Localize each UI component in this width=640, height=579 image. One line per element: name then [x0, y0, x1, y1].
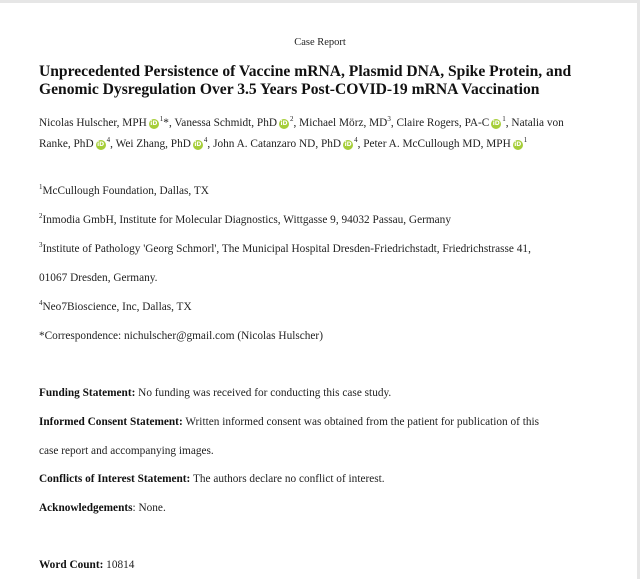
affiliation-1 [39, 184, 609, 198]
author-affiliation-ref: 1 [159, 115, 164, 123]
author-affiliation-ref: 4 [354, 136, 358, 144]
author-affiliation-ref: 3 [387, 115, 391, 123]
consent-statement [39, 415, 609, 429]
affiliation-number: 3 [39, 241, 43, 249]
article-type-label: Case Report [294, 37, 346, 48]
author-separator: , [357, 138, 361, 150]
consent-text: Written informed consent was obtained from the patient for publication of this [182, 416, 540, 428]
affiliation-2 [39, 213, 609, 227]
orcid-icon[interactable]: iD [344, 141, 352, 148]
affiliation-text: Institute of Pathology 'Georg Schmorl', The Municipal Hospital Dresden-Friedrichstadt, Friedrichstrasse 41, [42, 243, 531, 255]
orcid-icon[interactable]: iD [280, 120, 288, 127]
affiliation-text: McCullough Foundation, Dallas, TX [42, 185, 209, 197]
orcid-icon[interactable]: iD [492, 120, 500, 127]
author-name: Claire Rogers, PA-C [396, 117, 490, 129]
acknowledgements [39, 501, 609, 515]
author-name: Nicolas Hulscher, MPH [39, 117, 147, 129]
affiliation-number: 4 [39, 299, 43, 307]
word-count-value: 10814 [103, 559, 135, 571]
paper-title-line-2: Genomic Dysregulation Over 3.5 Years Post-COVID-19 mRNA Vaccination [39, 81, 540, 98]
author-name: Peter A. McCullough MD, MPH [363, 138, 511, 150]
consent-label: Informed Consent Statement: [39, 416, 183, 428]
conflicts-text: The authors declare no conflict of interest. [190, 473, 385, 485]
author-affiliation-ref: 4 [203, 136, 208, 144]
conflicts-statement [39, 472, 609, 486]
author-name: John A. Catanzaro ND, PhD [213, 138, 342, 150]
orcid-icon[interactable]: iD [194, 141, 202, 148]
conflicts-label: Conflicts of Interest Statement: [39, 473, 191, 485]
page-edge-top [0, 0, 640, 3]
consent-statement-continued: case report and accompanying images. [39, 445, 214, 457]
author-separator: , Natalia von [505, 117, 564, 129]
author-name: Ranke, PhD [39, 138, 94, 150]
affiliation-3-continued: 01067 Dresden, Germany. [39, 272, 158, 284]
author-affiliation-ref: 2 [290, 115, 294, 123]
funding-text: No funding was received for conducting this case study. [135, 387, 392, 399]
author-separator: , [207, 138, 211, 150]
acknowledgements-label: Acknowledgements [39, 502, 133, 514]
author-line-2 [39, 134, 599, 155]
author-separator: , [390, 117, 394, 129]
author-affiliation-ref: 1 [523, 136, 528, 144]
word-count-label: Word Count: [39, 559, 104, 571]
affiliation-text: Inmodia GmbH, Institute for Molecular Diagnostics, Wittgasse 9, 94032 Passau, Germany [42, 214, 451, 226]
funding-label: Funding Statement: [39, 387, 136, 399]
paper-title-line-1: Unprecedented Persistence of Vaccine mRNA, Plasmid DNA, Spike Protein, and [39, 63, 572, 80]
word-count [39, 558, 609, 572]
author-separator: *, [163, 117, 172, 129]
author-name: Vanessa Schmidt, PhD [174, 117, 278, 129]
author-name: Michael Mörz, MD [299, 117, 388, 129]
affiliation-number: 2 [39, 212, 43, 220]
correspondence: *Correspondence: nichulscher@gmail.com (Nicolas Hulscher) [39, 330, 323, 342]
author-name: Wei Zhang, PhD [115, 138, 191, 150]
author-separator: , [293, 117, 297, 129]
orcid-icon[interactable]: iD [97, 141, 105, 148]
orcid-icon[interactable]: iD [150, 120, 158, 127]
orcid-icon[interactable]: iD [514, 141, 522, 148]
author-list [39, 113, 599, 155]
affiliation-3 [39, 242, 609, 256]
author-affiliation-ref: 4 [106, 136, 111, 144]
author-affiliation-ref: 1 [502, 115, 506, 123]
author-line-1 [39, 113, 599, 134]
affiliation-4 [39, 300, 609, 314]
author-separator: , [110, 138, 113, 150]
affiliation-text: Neo7Bioscience, Inc, Dallas, TX [42, 301, 192, 313]
funding-statement [39, 386, 609, 400]
acknowledgements-text: : None. [132, 502, 166, 514]
paper-title [39, 63, 609, 99]
affiliation-number: 1 [39, 183, 43, 191]
